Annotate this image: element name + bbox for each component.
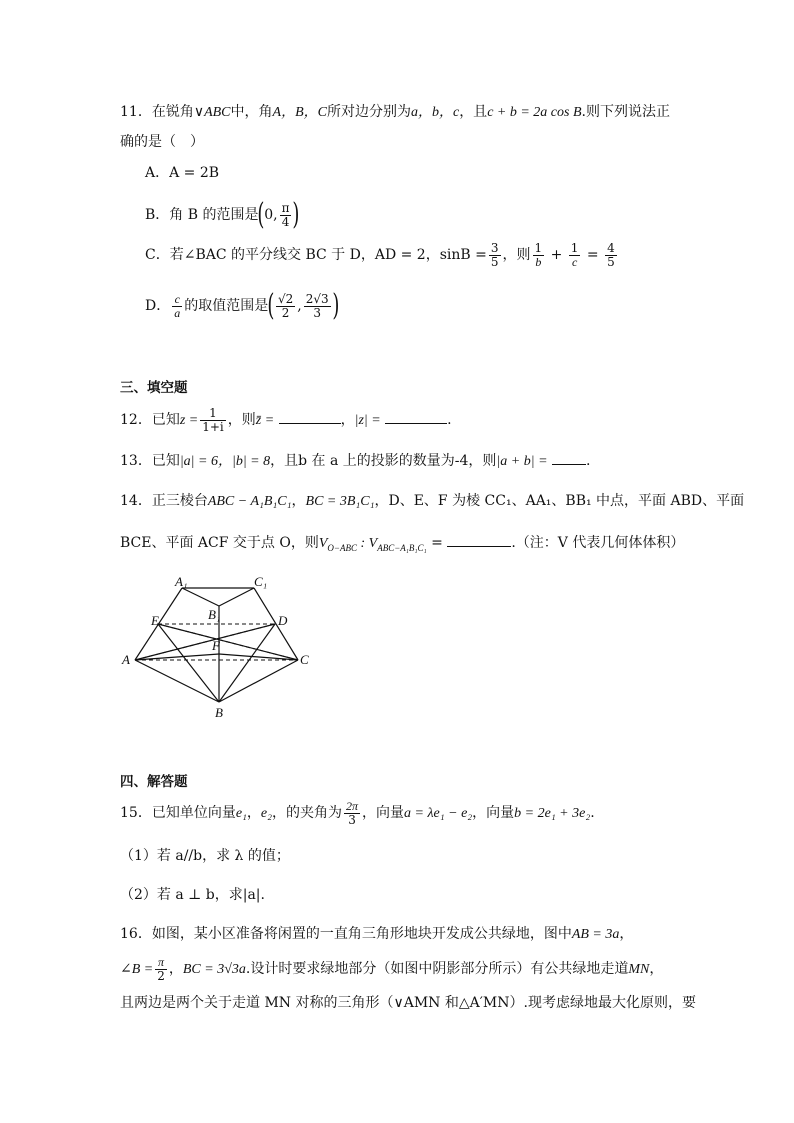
q13-abs-sum: |a + b| =	[496, 454, 548, 469]
fraction-numerator: 4	[607, 240, 615, 255]
fraction-numerator: 2π	[346, 798, 359, 813]
q13-end: .	[585, 453, 591, 469]
q16-angle-b: ∠B =	[120, 962, 154, 977]
q11-triangle-name: ABC	[204, 105, 231, 120]
q11-option-a: A．A = 2B	[145, 165, 220, 181]
q13-text: b 在 a 上的投影的数量为-4，则	[298, 453, 497, 469]
q14-volume-sub: ABC−A₁B₁C₁	[377, 542, 427, 553]
label-c1: C₁	[254, 574, 268, 589]
fraction-numerator: 1	[200, 407, 226, 421]
fraction-denominator: 3	[313, 305, 321, 320]
paren-left: (	[257, 197, 265, 232]
q16-text: ，	[649, 961, 664, 977]
q11-condition: c + b = 2a cos B	[487, 105, 582, 120]
q11-option-c-then: ，则	[502, 247, 531, 263]
q11-option-d-upper	[304, 293, 331, 320]
answer-blank[interactable]	[552, 452, 586, 465]
q14-frustum: ABC − A₁B₁C₁	[207, 494, 292, 509]
edge-ab	[135, 660, 219, 702]
q11-option-d-prefix: D．	[145, 298, 171, 314]
section-title-answer: 四、解答题	[120, 774, 188, 790]
label-d: D	[278, 613, 288, 628]
edge-eb	[158, 624, 219, 702]
label-b: B	[215, 705, 223, 720]
q11-stem-text: 11．在锐角∨	[120, 104, 205, 120]
q11-sides: a，b，c	[410, 105, 460, 120]
q14-volume: : V	[356, 536, 378, 551]
q15-angle-fraction	[344, 800, 360, 827]
q12-z: z =	[179, 413, 199, 428]
q12-prefix: 12．已知	[120, 412, 180, 428]
q11-option-d: D． $\frac{c}{a}$ 的取值范围是( $\frac{√2}{2}$ , $\frac{2√3}{3}$ )	[145, 288, 339, 323]
q11-option-d-text: 的取值范围是	[184, 298, 269, 314]
q14-text: ，D、E、F 为棱 CC₁、AA₁、BB₁ 中点，平面 ABD、平面	[374, 493, 745, 509]
q15-part2: （2）若 a ⊥ b，求|a|.	[120, 887, 265, 903]
fraction-denominator: 5	[490, 254, 499, 269]
label-a1: A₁	[175, 574, 188, 589]
q15-sep: ，	[246, 805, 261, 821]
q11-option-b	[145, 198, 299, 232]
section-title-fill-blank: 三、填空题	[120, 380, 188, 396]
fraction-denominator: 5	[607, 254, 615, 269]
q11-stem-text: 中，角	[230, 104, 273, 120]
q11-stem-text: 所对边分别为	[326, 104, 411, 120]
fraction-numerator: √2	[277, 291, 294, 306]
fraction-numerator: 1	[570, 240, 579, 255]
fraction-numerator: 1	[534, 240, 543, 255]
label-b1: B₁	[208, 607, 221, 622]
q13	[120, 451, 590, 472]
paren-right: )	[292, 197, 300, 232]
q12: 12．已知z = $\frac{1}{1+i}$ ，则z̄ = ，|z| = .	[120, 405, 452, 434]
vector-e2: e₂	[260, 806, 273, 821]
fraction-numerator: 3	[490, 240, 499, 255]
q16-text: ，	[168, 961, 183, 977]
edge-a1b1	[182, 588, 219, 606]
q16-ab: AB = 3a	[571, 927, 620, 942]
q11-option-c-frac-b	[533, 242, 545, 269]
q12-conjugate: z̄ =	[255, 413, 275, 428]
fraction-denominator: 3	[348, 812, 356, 827]
q12-modulus: |z| =	[354, 413, 381, 428]
fraction-numerator: 2√3	[305, 291, 329, 306]
q11-option-b-fraction	[280, 202, 292, 229]
fraction-numerator: π	[281, 200, 290, 215]
fraction-denominator: 4	[281, 214, 290, 229]
q13-abs-a: |a| = 6，	[179, 454, 232, 469]
q14-text: BCE、平面 ACF 交于点 O，则	[120, 535, 319, 551]
vector-a-def: a = λe₁ − e₂	[404, 806, 473, 821]
q14-bc: BC = 3B₁C₁	[305, 494, 375, 509]
q15-part1: （1）若 a//b，求 λ 的值；	[120, 848, 290, 864]
q14-volume: V	[318, 536, 328, 551]
edge-cb	[219, 660, 298, 702]
q16-text: ，	[619, 926, 634, 942]
q14-line2	[120, 533, 684, 558]
q11-angles: A，B，C	[272, 105, 327, 120]
q14-text: ，	[291, 493, 306, 509]
paren-left: (	[267, 288, 275, 323]
edge-c1b1	[219, 588, 254, 606]
label-e: E	[151, 613, 159, 628]
label-c: C	[300, 652, 309, 667]
frustum-figure	[118, 574, 318, 724]
label-a: A	[122, 652, 130, 667]
q16-angle-fraction	[155, 956, 167, 983]
fraction-denominator: a	[174, 305, 181, 320]
fraction-numerator: π	[155, 956, 167, 970]
paren-right: )	[331, 288, 339, 323]
q15-text: ，的夹角为	[272, 805, 343, 821]
q12-then: ，则	[227, 412, 256, 428]
q14-text: 14．正三棱台	[120, 493, 208, 509]
q16-line2	[120, 952, 663, 987]
q14-note: .（注：V 代表几何体体积）	[511, 535, 685, 551]
q15	[120, 796, 595, 831]
q11-option-b-range: 0,	[264, 207, 278, 223]
q16-bc: BC = 3√3a	[182, 962, 246, 977]
fraction-denominator: 2	[281, 305, 290, 320]
q11-option-d-lower	[276, 293, 295, 320]
q16-line1	[120, 924, 633, 945]
q11-option-d-ratio	[172, 293, 182, 320]
q11-stem-line2: 确的是（ ）	[120, 134, 204, 150]
edge-c1c	[254, 588, 298, 660]
answer-blank[interactable]	[447, 534, 511, 547]
q13-text: ，且	[270, 453, 299, 469]
q11-option-c: C．若∠BAC 的平分线交 BC 于 D，AD = 2，sinB = $\frac{3}{5}$ ，则 $\frac{1}{b}$ + $\frac{1}{c}$ = $\frac{4}{5}$	[145, 240, 615, 269]
q15-end: .	[590, 805, 595, 821]
q16-mn: MN	[628, 962, 650, 977]
q11-stem-text: ，且	[459, 104, 488, 120]
fraction-denominator: 1+i	[202, 419, 224, 434]
q12-fraction	[200, 407, 226, 434]
q11-option-c-rhs	[605, 242, 617, 269]
q13-abs-b: |b| = 8	[231, 454, 271, 469]
q15-text: ，向量	[362, 805, 405, 821]
label-f: F	[212, 638, 220, 653]
q11-option-c-frac-c	[569, 242, 581, 269]
fraction-denominator: 2	[157, 968, 165, 983]
fraction-numerator: c	[172, 293, 182, 307]
q15-text: 15．已知单位向量	[120, 805, 236, 821]
vector-e1: e₁	[235, 806, 247, 821]
q14-eq: =	[426, 535, 443, 551]
q11-stem-line1	[120, 102, 670, 123]
q11-option-c-sin-fraction	[489, 242, 501, 269]
q16-text: .设计时要求绿地部分（如图中阴影部分所示）有公共绿地走道	[245, 961, 629, 977]
q11-option-c-text: C．若∠BAC 的平分线交 BC 于 D，AD = 2，sinB =	[145, 247, 487, 263]
q14-volume-sub: O−ABC	[327, 542, 357, 553]
vector-b-def: b = 2e₁ + 3e₂	[514, 806, 591, 821]
answer-blank[interactable]	[279, 411, 341, 424]
q13-text: 13．已知	[120, 453, 180, 469]
answer-blank[interactable]	[385, 411, 447, 424]
fraction-denominator: c	[571, 254, 578, 269]
fraction-denominator: b	[535, 254, 542, 269]
q12-end: .	[447, 412, 452, 428]
q16-text: 16．如图，某小区准备将闲置的一直角三角形地块开发成公共绿地，图中	[120, 926, 572, 942]
q14-line1	[120, 491, 744, 512]
q11-option-b-text: B．角 B 的范围是	[145, 207, 259, 223]
q11-stem-text: .则下列说法正	[581, 104, 670, 120]
q15-text: ，向量	[472, 805, 515, 821]
q16-line3: 且两边是两个关于走道 MN 对称的三角形（∨AMN 和△A′MN）.现考虑绿地最大化原则，要	[120, 995, 696, 1011]
